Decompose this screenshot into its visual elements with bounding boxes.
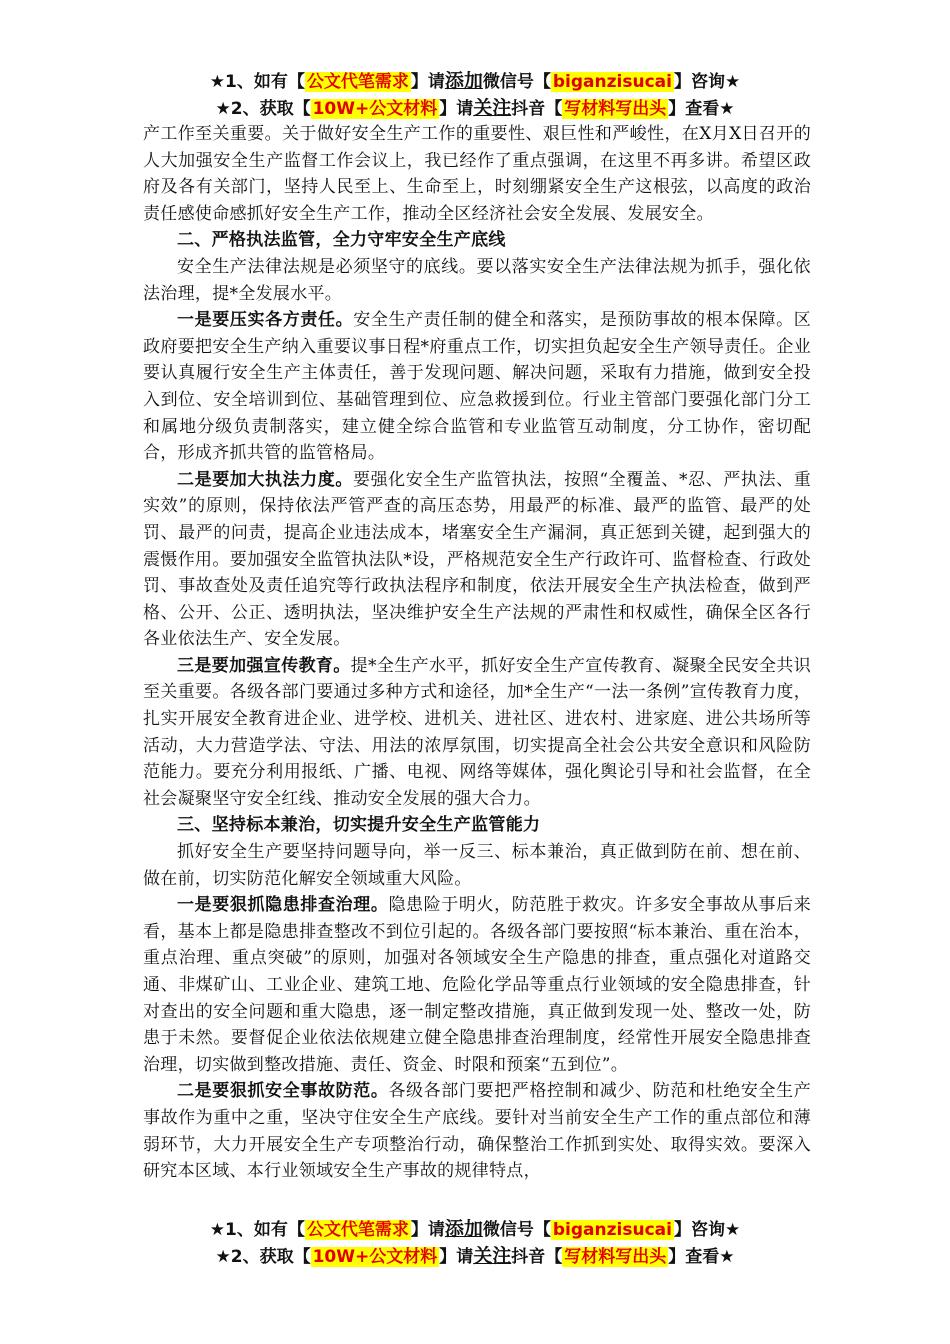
banner-line-2: ★2、获取【 10W+公文材料 】请关注抖音【 写材料写出头 】查看★ — [215, 1245, 735, 1267]
paragraph-lead: 二是要狠抓安全事故防范。 — [177, 1081, 389, 1102]
highlight-materials: 10W+公文材料 — [312, 99, 438, 119]
paragraph: 抓好安全生产要坚持问题导向，举一反三、标本兼治，真正做到防在前、想在前、做在前，切实防范化解安全领域重大风险。 — [143, 842, 811, 889]
follow-link[interactable]: 关注 — [473, 1245, 512, 1267]
paragraph: 二是要加大执法力度。要强化安全生产监管执法，按照“全覆盖、*忍、严执法、重实效”的原则，保持依法严管严查的高压态势，用最严的标准、最严的监管、最严的处罚、最严的问责，提高企业违法成本，堵塞安全生产漏洞，真正惩到关键，起到强大的震慑作用。要加强安全监管执法队*设，严格规范安全生产行政许可、监督检查、行政处罚、事故查处及责任追究等行政执法程序和制度，依法开展安全生产执法检查，做到严格、公开、公正、透明执法，坚决维护安全生产法规的严肃性和权威性，确保全区各行各业依法生产、安全发展。 — [143, 469, 812, 650]
paragraph: 一是要狠抓隐患排查治理。隐患险于明火，防范胜于救灾。许多安全事故从事后来看，基本上都是隐患排查整改不到位引起的。各级各部门要按照“标本兼治、重在治本，重点治理、重点突破”的原则，加强对各领域安全生产隐患的排查，重点强化对道路交通、非煤矿山、工业企业、建筑工地、危险化学品等重点行业领域的安全隐患排查，针对查出的安全问题和重大隐患，逐一制定整改措施，真正做到发现一处、整改一处，防患于未然。要督促企业依法依规建立健全隐患排查治理制度，经常性开展安全隐患排查治理，切实做到整改措施、责任、资金、时限和预案“五到位”。 — [143, 895, 811, 1075]
section-heading-3: 三、坚持标本兼治，切实提升安全生产监管能力 — [177, 815, 541, 836]
paragraph-lead: 三是要加强宣传教育。 — [177, 655, 351, 676]
paragraph: 二是要狠抓安全事故防范。各级各部门要把严格控制和减少、防范和杜绝安全生产事故作为重中之重，坚决守住安全生产底线。要针对当前安全生产工作的重点部位和薄弱环节，大力开展安全生产专项整治行动，确保整治工作抓到实处、取得实效。要深入研究本区域、本行业领域安全生产事故的规律特点， — [143, 1081, 811, 1182]
highlight-douyin-account: 写材料写出头 — [564, 99, 667, 119]
highlight-ghostwriting: 公文代笔需求 — [306, 72, 409, 92]
top-banner — [0, 68, 950, 122]
paragraph-lead: 二是要加大执法力度。 — [177, 469, 353, 490]
paragraph: 一是要压实各方责任。安全生产责任制的健全和落实，是预防事故的根本保障。区政府要把安全生产纳入重要议事日程*府重点工作，切实担负起安全生产领导责任。企业要认真履行安全生产主体责任，善于发现问题、解决问题，采取有力措施，做到安全投入到位、安全培训到位、基础管理到位、应急救援到位。行业主管部门要强化部门分工和属地分级负责制落实，建立健全综合监管和专业监管互动制度，分工协作，密切配合，形成齐抓共管的监管格局。 — [143, 310, 811, 464]
paragraph: 安全生产法律法规是必须坚守的底线。要以落实安全生产法律法规为抓手，强化依法治理，提*全发展水平。 — [143, 256, 811, 304]
section-heading-2: 二、严格执法监管，全力守牢安全生产底线 — [177, 230, 506, 251]
paragraph-continuation: 产工作至关重要。关于做好安全生产工作的重要性、艰巨性和严峻性，在X月X日召开的人大加强安全生产监督工作会议上，我已经作了重点强调，在这里不再多讲。希望区政府及各有关部门，坚持人民至上、生命至上，时刻绷紧安全生产这根弦，以高度的政治责任感使命感抓好安全生产工作，推动全区经济社会安全发展、发展安全。 — [143, 124, 811, 224]
highlight-materials: 10W+公文材料 — [312, 1247, 438, 1267]
banner-line-1: ★1、如有【 公文代笔需求 】请添加微信号【 biganzisucai 】咨询★ — [209, 70, 741, 92]
banner-line-2: ★2、获取【 10W+公文材料 】请关注抖音【 写材料写出头 】查看★ — [215, 97, 735, 119]
document-body — [143, 121, 811, 1185]
highlight-douyin-account: 写材料写出头 — [564, 1247, 667, 1267]
add-link[interactable]: 添加 — [444, 1218, 483, 1240]
follow-link[interactable]: 关注 — [473, 97, 512, 119]
banner-line-1: ★1、如有【 公文代笔需求 】请添加微信号【 biganzisucai 】咨询★ — [209, 1218, 741, 1240]
highlight-wechat-id: biganzisucai — [552, 72, 672, 92]
paragraph-lead: 一是要狠抓隐患排查治理。 — [177, 895, 389, 916]
paragraph: 三是要加强宣传教育。提*全生产水平，抓好安全生产宣传教育、凝聚全民安全共识至关重要。各级各部门要通过多种方式和途径，加*全生产“一法一条例”宣传教育力度，扎实开展安全教育进企业、进学校、进机关、进社区、进农村、进家庭、进公共场所等活动，大力营造学法、守法、用法的浓厚氛围，切实提高全社会公共安全意识和风险防范能力。要充分利用报纸、广播、电视、网络等媒体，强化舆论引导和社会监督，在全社会凝聚坚守安全红线、推动安全发展的强大合力。 — [143, 655, 811, 809]
bottom-banner — [0, 1216, 950, 1270]
highlight-wechat-id: biganzisucai — [552, 1220, 672, 1240]
highlight-ghostwriting: 公文代笔需求 — [306, 1220, 409, 1240]
add-link[interactable]: 添加 — [444, 70, 483, 92]
paragraph-lead: 一是要压实各方责任。 — [177, 310, 354, 331]
